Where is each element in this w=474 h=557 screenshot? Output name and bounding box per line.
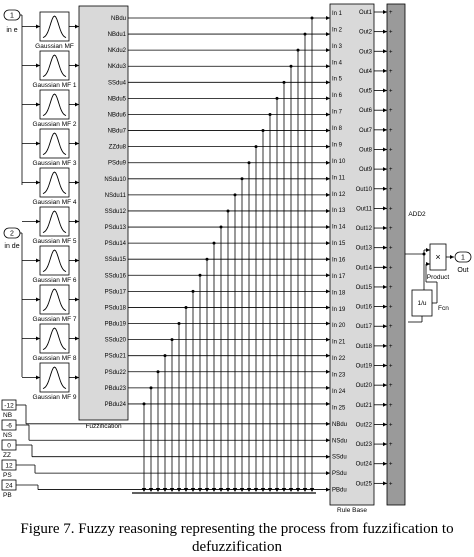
rule-to-add-arrow-17 bbox=[383, 344, 387, 348]
rule-input-port-27: SSdu bbox=[332, 454, 347, 461]
fuzz-output-port-14: PSdu14 bbox=[104, 241, 126, 248]
rule-to-add-arrow-16 bbox=[383, 324, 387, 328]
mf-output-arrow-3 bbox=[75, 142, 79, 146]
fuzz-to-rule-arrow-14 bbox=[326, 241, 330, 245]
add2-plus-6: + bbox=[389, 127, 393, 134]
add2-plus-8: + bbox=[389, 167, 393, 174]
gaussian-mf-label-3: Gaussian MF 3 bbox=[32, 160, 77, 167]
constant-value-0: -12 bbox=[4, 402, 14, 410]
bus-arrow-6 bbox=[268, 488, 272, 492]
fuzzification-label: Fuzzification bbox=[85, 423, 122, 430]
mf-input-arrow-9 bbox=[36, 376, 40, 380]
bus-arrow-7 bbox=[261, 488, 265, 492]
fuzz-output-port-8: ZZdu8 bbox=[108, 144, 126, 151]
fuzz-junction-7 bbox=[262, 129, 265, 132]
rule-output-port-24: Out25 bbox=[355, 481, 372, 488]
mf-output-arrow-4 bbox=[75, 181, 79, 185]
add2-plus-21: + bbox=[389, 422, 393, 429]
fuzz-output-port-22: PSdu22 bbox=[104, 369, 126, 376]
rule-output-port-16: Out17 bbox=[355, 324, 372, 331]
rule-output-port-7: Out8 bbox=[358, 147, 372, 154]
fuzz-junction-22 bbox=[157, 370, 160, 373]
mf-input-arrow-5 bbox=[36, 220, 40, 224]
fuzz-junction-12 bbox=[227, 209, 230, 212]
rule-output-port-11: Out12 bbox=[355, 226, 372, 233]
fuzz-junction-5 bbox=[276, 97, 279, 100]
rule-input-port-1: In 2 bbox=[332, 27, 343, 34]
rule-output-port-2: Out3 bbox=[358, 49, 372, 56]
rule-output-port-17: Out18 bbox=[355, 343, 372, 350]
fuzz-to-rule-arrow-21 bbox=[326, 354, 330, 358]
rule-to-add-arrow-22 bbox=[383, 442, 387, 446]
mf-input-arrow-4 bbox=[36, 181, 40, 185]
gaussian-mf-label-1: Gaussian MF 1 bbox=[32, 82, 77, 89]
constant-arrow-2 bbox=[326, 455, 330, 459]
constant-arrow-4 bbox=[326, 488, 330, 492]
mf-input-arrow-2 bbox=[36, 103, 40, 107]
fuzz-to-rule-arrow-16 bbox=[326, 273, 330, 277]
fuzz-junction-10 bbox=[241, 177, 244, 180]
add2-plus-15: + bbox=[389, 304, 393, 311]
rule-input-port-21: In 22 bbox=[332, 356, 346, 363]
add2-plus-9: + bbox=[389, 186, 393, 193]
bus-arrow-20 bbox=[170, 488, 174, 492]
fuzz-junction-23 bbox=[150, 386, 153, 389]
rule-input-port-8: In 9 bbox=[332, 142, 343, 149]
output-label: Out bbox=[457, 267, 469, 274]
rule-input-port-25: NBdu bbox=[332, 421, 348, 428]
rule-to-add-arrow-9 bbox=[383, 187, 387, 191]
add2-plus-3: + bbox=[389, 68, 393, 75]
fuzz-output-port-2: NKdu2 bbox=[107, 48, 126, 55]
rule-input-port-0: In 1 bbox=[332, 11, 343, 17]
rule-to-add-arrow-0 bbox=[383, 10, 387, 14]
gaussian-mf-label-2: Gaussian MF 2 bbox=[32, 121, 77, 128]
fuzz-output-port-3: NKdu3 bbox=[107, 64, 126, 71]
rule-input-port-22: In 23 bbox=[332, 372, 346, 379]
rule-base-label: Rule Base bbox=[337, 507, 367, 514]
constant-arrow-3 bbox=[326, 471, 330, 475]
bus-arrow-1 bbox=[303, 488, 307, 492]
mf-output-arrow-7 bbox=[75, 298, 79, 302]
rule-input-port-17: In 18 bbox=[332, 290, 346, 297]
fuzz-junction-0 bbox=[311, 17, 314, 20]
fuzz-output-port-20: SSdu20 bbox=[104, 337, 126, 344]
product-output-arrow bbox=[450, 255, 454, 259]
bus-arrow-19 bbox=[177, 488, 181, 492]
add2-plus-11: + bbox=[389, 226, 393, 233]
rule-input-port-24: In 25 bbox=[332, 405, 346, 412]
rule-output-port-0: Out1 bbox=[358, 10, 372, 16]
mf-output-arrow-9 bbox=[75, 376, 79, 380]
add2-plus-4: + bbox=[389, 88, 393, 95]
fuzz-to-rule-arrow-5 bbox=[326, 96, 330, 100]
rule-input-port-15: In 16 bbox=[332, 257, 346, 264]
bus-arrow-24 bbox=[142, 488, 146, 492]
fuzz-junction-18 bbox=[185, 306, 188, 309]
rule-output-port-18: Out19 bbox=[355, 363, 372, 370]
mf-input-arrow-1 bbox=[36, 64, 40, 68]
fuzz-junction-11 bbox=[234, 193, 237, 196]
output-port-number: 1 bbox=[461, 254, 465, 262]
fuzz-output-port-17: PSdu17 bbox=[104, 289, 126, 296]
add2-plus-5: + bbox=[389, 108, 393, 115]
bus-arrow-10 bbox=[240, 488, 244, 492]
fuzz-junction-3 bbox=[290, 65, 293, 68]
rule-input-port-20: In 21 bbox=[332, 339, 346, 346]
constant-value-2: 0 bbox=[7, 442, 11, 450]
bus-arrow-17 bbox=[191, 488, 195, 492]
bus-arrow-3 bbox=[289, 488, 293, 492]
add2-plus-16: + bbox=[389, 324, 393, 331]
rule-input-port-4: In 5 bbox=[332, 76, 343, 83]
caption-line-2: defuzzification bbox=[192, 539, 282, 555]
add2-plus-13: + bbox=[389, 265, 393, 272]
fuzz-to-rule-arrow-12 bbox=[326, 209, 330, 213]
fuzz-junction-2 bbox=[297, 49, 300, 52]
fuzz-to-rule-arrow-20 bbox=[326, 338, 330, 342]
bus-arrow-22 bbox=[156, 488, 160, 492]
fuzz-to-rule-arrow-9 bbox=[326, 161, 330, 165]
rule-input-port-12: In 13 bbox=[332, 208, 346, 215]
gaussian-mf-label-8: Gaussian MF 8 bbox=[32, 355, 77, 362]
fuzz-to-rule-arrow-7 bbox=[326, 129, 330, 133]
fuzz-output-port-19: PBdu19 bbox=[104, 321, 126, 328]
constant-value-1: -6 bbox=[6, 422, 12, 430]
rule-output-port-9: Out10 bbox=[355, 186, 372, 193]
fuzz-output-port-1: NBdu1 bbox=[107, 32, 126, 39]
rule-input-port-11: In 12 bbox=[332, 191, 346, 198]
rule-output-port-22: Out23 bbox=[355, 442, 372, 449]
rule-to-add-arrow-12 bbox=[383, 246, 387, 250]
fuzz-to-rule-arrow-1 bbox=[326, 32, 330, 36]
figure-caption bbox=[0, 520, 474, 556]
mf-output-arrow-6 bbox=[75, 259, 79, 263]
rule-input-port-28: PSdu bbox=[332, 471, 347, 478]
fuzz-output-port-11: NSdu11 bbox=[104, 192, 126, 199]
input-label-e: in e bbox=[6, 27, 18, 34]
rule-to-add-arrow-24 bbox=[383, 481, 387, 485]
rule-output-port-14: Out15 bbox=[355, 284, 372, 291]
rule-output-port-5: Out6 bbox=[358, 108, 372, 115]
fuzz-to-rule-arrow-11 bbox=[326, 193, 330, 197]
rule-input-port-2: In 3 bbox=[332, 43, 343, 50]
bus-arrow-15 bbox=[205, 488, 209, 492]
rule-to-add-arrow-23 bbox=[383, 462, 387, 466]
rule-to-add-arrow-3 bbox=[383, 69, 387, 73]
mf-input-arrow-0 bbox=[36, 25, 40, 29]
rule-input-port-3: In 4 bbox=[332, 60, 343, 67]
fuzz-junction-17 bbox=[192, 290, 195, 293]
rule-input-port-7: In 8 bbox=[332, 126, 343, 133]
bus-arrow-11 bbox=[233, 488, 237, 492]
constant-value-4: 24 bbox=[5, 482, 13, 490]
mf-input-arrow-6 bbox=[36, 259, 40, 263]
rule-output-port-19: Out20 bbox=[355, 383, 372, 390]
input-port-de-number: 2 bbox=[10, 230, 14, 238]
fuzz-to-rule-arrow-6 bbox=[326, 112, 330, 116]
add-output-arrow bbox=[426, 248, 430, 252]
fuzz-output-port-16: SSdu16 bbox=[104, 273, 126, 280]
rule-input-port-19: In 20 bbox=[332, 323, 346, 330]
add2-label: ADD2 bbox=[408, 211, 426, 218]
fuzz-to-rule-arrow-8 bbox=[326, 145, 330, 149]
add2-plus-23: + bbox=[389, 461, 393, 468]
rule-to-add-arrow-1 bbox=[383, 30, 387, 34]
fuzz-to-rule-arrow-23 bbox=[326, 386, 330, 390]
fuzz-output-port-15: SSdu15 bbox=[104, 257, 126, 264]
add2-plus-12: + bbox=[389, 245, 393, 252]
fcn-label: Fcn bbox=[438, 305, 449, 312]
fuzz-junction-1 bbox=[304, 33, 307, 36]
fuzz-to-rule-arrow-3 bbox=[326, 64, 330, 68]
fuzz-junction-9 bbox=[248, 161, 251, 164]
add2-block bbox=[387, 4, 405, 505]
rule-input-port-13: In 14 bbox=[332, 224, 346, 231]
product-label: Product bbox=[426, 274, 450, 281]
rule-output-port-20: Out21 bbox=[355, 402, 372, 409]
constant-arrow-0 bbox=[326, 422, 330, 426]
fuzz-junction-16 bbox=[199, 274, 202, 277]
mf-input-arrow-7 bbox=[36, 298, 40, 302]
add2-plus-14: + bbox=[389, 284, 393, 291]
fuzz-output-port-4: SSdu4 bbox=[107, 80, 126, 87]
rule-input-port-14: In 15 bbox=[332, 241, 346, 248]
bus-arrow-9 bbox=[247, 488, 251, 492]
add2-plus-19: + bbox=[389, 383, 393, 390]
gaussian-mf-label-6: Gaussian MF 6 bbox=[32, 277, 77, 284]
add2-plus-2: + bbox=[389, 49, 393, 56]
bus-arrow-0 bbox=[310, 488, 314, 492]
fuzz-junction-6 bbox=[269, 113, 272, 116]
fuzz-to-rule-arrow-2 bbox=[326, 48, 330, 52]
rule-input-port-29: PBdu bbox=[332, 487, 347, 494]
bus-arrow-16 bbox=[198, 488, 202, 492]
rule-to-add-arrow-19 bbox=[383, 383, 387, 387]
rule-to-add-arrow-21 bbox=[383, 422, 387, 426]
rule-input-port-5: In 6 bbox=[332, 93, 343, 100]
mf-output-arrow-0 bbox=[75, 25, 79, 29]
bus-arrow-21 bbox=[163, 488, 167, 492]
product-input-arrow-2 bbox=[426, 262, 430, 266]
rule-output-port-4: Out5 bbox=[358, 88, 372, 95]
constant-label-2: ZZ bbox=[3, 452, 11, 459]
constant-label-4: PB bbox=[3, 492, 12, 499]
fuzz-output-port-13: PSdu13 bbox=[104, 225, 126, 232]
rule-to-add-arrow-20 bbox=[383, 403, 387, 407]
add2-plus-20: + bbox=[389, 402, 393, 409]
rule-output-port-6: Out7 bbox=[358, 127, 372, 134]
fuzz-output-port-24: PBdu24 bbox=[104, 401, 126, 408]
fuzz-output-port-0: NBdu bbox=[110, 16, 126, 22]
rule-to-add-arrow-13 bbox=[383, 265, 387, 269]
fuzz-to-rule-arrow-24 bbox=[326, 402, 330, 406]
rule-output-port-13: Out14 bbox=[355, 265, 372, 272]
bus-arrow-5 bbox=[275, 488, 279, 492]
fuzz-junction-21 bbox=[164, 354, 167, 357]
gaussian-mf-label-5: Gaussian MF 5 bbox=[32, 238, 77, 245]
constant-label-1: NS bbox=[3, 432, 13, 439]
fuzz-junction-15 bbox=[206, 258, 209, 261]
gaussian-mf-label-9: Gaussian MF 9 bbox=[32, 394, 77, 401]
constant-label-0: NB bbox=[3, 412, 13, 419]
mf-input-arrow-3 bbox=[36, 142, 40, 146]
rule-to-add-arrow-15 bbox=[383, 305, 387, 309]
rule-output-port-10: Out11 bbox=[356, 206, 372, 213]
rule-to-add-arrow-11 bbox=[383, 226, 387, 230]
rule-input-port-18: In 19 bbox=[332, 306, 346, 313]
gaussian-mf-label-0: Gaussian MF bbox=[35, 43, 74, 50]
fuzz-to-rule-arrow-19 bbox=[326, 322, 330, 326]
mf-output-arrow-8 bbox=[75, 337, 79, 341]
rule-output-port-21: Out22 bbox=[355, 422, 372, 429]
fuzz-output-port-12: SSdu12 bbox=[104, 208, 126, 215]
gaussian-mf-label-4: Gaussian MF 4 bbox=[32, 199, 77, 206]
fuzz-output-port-7: NBdu7 bbox=[107, 128, 126, 135]
input-port-e-number: 1 bbox=[10, 12, 14, 20]
mf-output-arrow-2 bbox=[75, 103, 79, 107]
fuzz-output-port-21: PSdu21 bbox=[104, 353, 126, 360]
add2-plus-22: + bbox=[389, 442, 393, 449]
fuzz-output-port-18: PSdu18 bbox=[104, 305, 126, 312]
rule-input-port-16: In 17 bbox=[332, 273, 346, 280]
add2-plus-18: + bbox=[389, 363, 393, 370]
rule-input-port-23: In 24 bbox=[332, 388, 346, 395]
bus-arrow-13 bbox=[219, 488, 223, 492]
rule-output-port-23: Out24 bbox=[355, 461, 372, 468]
rule-input-port-10: In 11 bbox=[332, 175, 345, 182]
mf-input-arrow-8 bbox=[36, 337, 40, 341]
caption-line-1: Figure 7. Fuzzy reasoning representing the process from fuzzification to bbox=[20, 521, 454, 537]
add2-plus-10: + bbox=[389, 206, 393, 213]
rule-to-add-arrow-18 bbox=[383, 364, 387, 368]
constant-value-3: 12 bbox=[5, 462, 13, 470]
fuzz-junction-8 bbox=[255, 145, 258, 148]
mf-output-arrow-1 bbox=[75, 64, 79, 68]
add2-plus-7: + bbox=[389, 147, 393, 154]
mf-output-arrow-5 bbox=[75, 220, 79, 224]
rule-to-add-arrow-8 bbox=[383, 167, 387, 171]
input-label-de: in de bbox=[4, 243, 20, 250]
add2-plus-17: + bbox=[389, 343, 393, 350]
rule-to-add-arrow-7 bbox=[383, 147, 387, 151]
fuzz-to-rule-arrow-22 bbox=[326, 370, 330, 374]
fuzz-to-rule-arrow-18 bbox=[326, 305, 330, 309]
bus-arrow-18 bbox=[184, 488, 188, 492]
rule-to-add-arrow-6 bbox=[383, 128, 387, 132]
add2-plus-1: + bbox=[389, 29, 393, 36]
fuzz-junction-19 bbox=[178, 322, 181, 325]
rule-output-port-1: Out2 bbox=[358, 29, 372, 36]
fuzz-junction-13 bbox=[220, 226, 223, 229]
fuzz-output-port-9: PSdu9 bbox=[107, 160, 126, 167]
fuzz-to-rule-arrow-13 bbox=[326, 225, 330, 229]
fuzz-to-rule-arrow-4 bbox=[326, 80, 330, 84]
bus-arrow-23 bbox=[149, 488, 153, 492]
bus-arrow-8 bbox=[254, 488, 258, 492]
rule-output-port-15: Out16 bbox=[355, 304, 372, 311]
rule-input-port-26: NSdu bbox=[332, 438, 348, 445]
rule-input-port-6: In 7 bbox=[332, 109, 343, 116]
bus-arrow-12 bbox=[226, 488, 230, 492]
bus-arrow-4 bbox=[282, 488, 286, 492]
fuzz-output-port-10: NSdu10 bbox=[104, 176, 126, 183]
fuzz-to-rule-arrow-10 bbox=[326, 177, 330, 181]
fuzz-junction-4 bbox=[283, 81, 286, 84]
fuzz-output-port-23: PBdu23 bbox=[104, 385, 126, 392]
gaussian-mf-label-7: Gaussian MF 7 bbox=[32, 316, 77, 323]
product-symbol: × bbox=[435, 252, 441, 262]
fuzz-junction-14 bbox=[213, 242, 216, 245]
rule-to-add-arrow-2 bbox=[383, 49, 387, 53]
bus-arrow-14 bbox=[212, 488, 216, 492]
fuzz-output-port-6: NBdu6 bbox=[107, 112, 126, 119]
add2-plus-0: + bbox=[389, 10, 393, 16]
rule-output-port-3: Out4 bbox=[358, 68, 372, 75]
fuzz-junction-20 bbox=[171, 338, 174, 341]
rule-to-add-arrow-4 bbox=[383, 89, 387, 93]
fuzz-to-rule-arrow-15 bbox=[326, 257, 330, 261]
fcn-expression: 1/u bbox=[417, 300, 427, 307]
fuzz-to-rule-arrow-17 bbox=[326, 289, 330, 293]
fuzz-junction-24 bbox=[143, 402, 146, 405]
rule-to-add-arrow-14 bbox=[383, 285, 387, 289]
rule-to-add-arrow-10 bbox=[383, 206, 387, 210]
constant-arrow-1 bbox=[326, 438, 330, 442]
add2-plus-24: + bbox=[389, 481, 393, 488]
constant-label-3: PS bbox=[3, 472, 12, 479]
bus-arrow-2 bbox=[296, 488, 300, 492]
rule-to-add-arrow-5 bbox=[383, 108, 387, 112]
rule-input-port-9: In 10 bbox=[332, 158, 346, 165]
fuzz-output-port-5: NBdu5 bbox=[107, 96, 126, 103]
rule-output-port-8: Out9 bbox=[358, 167, 372, 174]
rule-output-port-12: Out13 bbox=[355, 245, 372, 252]
fuzz-to-rule-arrow-0 bbox=[326, 16, 330, 20]
